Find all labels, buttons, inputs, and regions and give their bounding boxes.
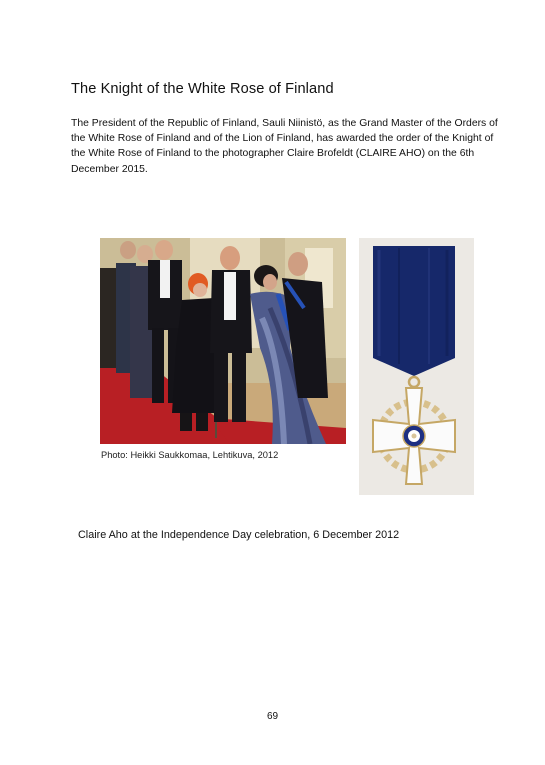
page-number: 69	[266, 711, 279, 722]
figure-caption: Claire Aho at the Independence Day celebration, 6 December 2012	[78, 529, 400, 541]
page-title: The Knight of the White Rose of Finland	[71, 81, 334, 97]
intro-paragraph: The President of the Republic of Finland, Sauli Niinistö, as the Grand Master of the Orders of the White Rose of Finland and of the Lion of Finland, has awarded the order of the Knight of the White Rose of Finland to the photographer Claire Brofeldt (CLAIRE AHO) on the 6th December 2015.	[71, 118, 498, 175]
order-medal-image	[359, 238, 474, 495]
photo-credit: Photo: Heikki Saukkomaa, Lehtikuva, 2012	[101, 450, 279, 460]
ceremony-photo	[100, 238, 346, 444]
